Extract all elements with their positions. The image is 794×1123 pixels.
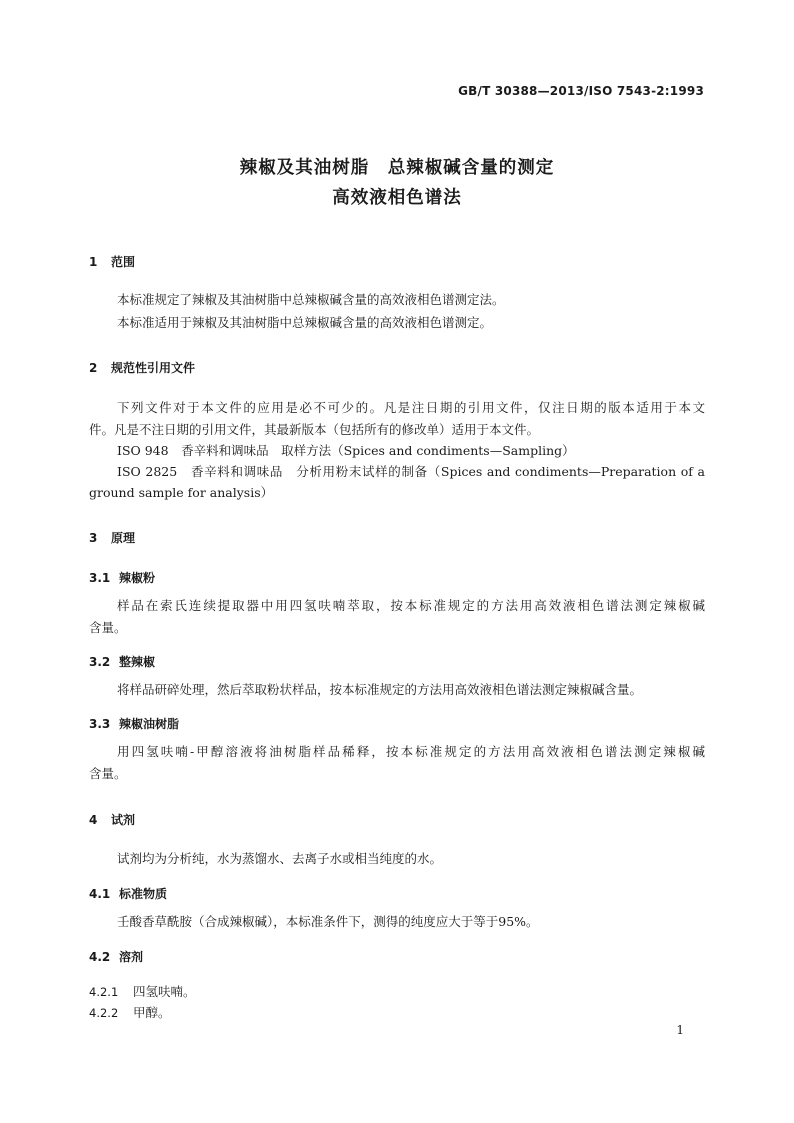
section-title: 溶剂 <box>119 950 144 964</box>
section-number: 4 <box>89 813 98 827</box>
clause-number: 4.2.1 <box>89 985 119 999</box>
reference-iso-2825-line2: ground sample for analysis） <box>89 485 274 500</box>
reference-iso-948: ISO 948 香辛料和调味品 取样方法（Spices and condiments—Sampling） <box>117 443 575 458</box>
section-number: 3.1 <box>89 571 111 585</box>
s2-paragraph-line2: 件。凡是不注日期的引用文件，其最新版本（包括所有的修改单）适用于本文件。 <box>89 422 540 437</box>
document-title-line2: 高效液相色谱法 <box>332 188 462 208</box>
section-title: 标准物质 <box>119 887 168 901</box>
clause-number: 4.2.2 <box>89 1006 119 1020</box>
s2-paragraph-line1: 下列文件对于本文件的应用是必不可少的。凡是注日期的引用文件，仅注日期的版本适用于本文 <box>117 400 705 415</box>
section-title: 原理 <box>111 531 136 545</box>
section-number: 3 <box>89 531 98 545</box>
section-4-1-heading <box>89 885 167 902</box>
section-number: 1 <box>89 255 98 269</box>
section-3-1-heading <box>89 569 155 586</box>
s1-paragraph-1: 本标准规定了辣椒及其油树脂中总辣椒碱含量的高效液相色谱测定法。 <box>117 292 505 307</box>
clause-text: 甲醇。 <box>133 1005 171 1020</box>
s3-1-paragraph-line2: 含量。 <box>89 620 127 635</box>
section-4-heading <box>89 811 135 828</box>
section-number: 3.2 <box>89 655 111 669</box>
section-number: 3.3 <box>89 717 111 731</box>
s3-1-paragraph-line1: 样品在索氏连续提取器中用四氢呋喃萃取，按本标准规定的方法用高效液相色谱法测定辣椒碱 <box>117 598 705 613</box>
section-number: 4.2 <box>89 950 111 964</box>
clause-text: 四氢呋喃。 <box>133 984 196 999</box>
standard-number: GB/T 30388—2013/ISO 7543-2:1993 <box>458 84 704 98</box>
document-title-line1: 辣椒及其油树脂 总辣椒碱含量的测定 <box>239 158 555 178</box>
s3-3-paragraph-line2: 含量。 <box>89 766 127 781</box>
section-title: 辣椒油树脂 <box>119 717 180 731</box>
page-number: 1 <box>676 1023 684 1037</box>
reference-iso-2825-line1: ISO 2825 香辛料和调味品 分析用粉末试样的制备（Spices and condiments—Preparation of a <box>117 464 705 479</box>
section-title: 辣椒粉 <box>119 571 156 585</box>
section-4-2-heading <box>89 948 143 965</box>
s4-paragraph: 试剂均为分析纯，水为蒸馏水、去离子水或相当纯度的水。 <box>117 851 443 866</box>
s4-1-paragraph: 壬酸香草酰胺（合成辣椒碱），本标准条件下，测得的纯度应大于等于95%。 <box>117 914 539 929</box>
section-2-heading <box>89 359 195 376</box>
s3-2-paragraph: 将样品研碎处理，然后萃取粉状样品，按本标准规定的方法用高效液相色谱法测定辣椒碱含量。 <box>117 682 643 697</box>
section-3-2-heading <box>89 653 155 670</box>
section-1-heading <box>89 253 135 270</box>
s1-paragraph-2: 本标准适用于辣椒及其油树脂中总辣椒碱含量的高效液相色谱测定。 <box>117 315 493 330</box>
clause-4-2-2 <box>89 1003 171 1021</box>
section-number: 4.1 <box>89 887 111 901</box>
section-title: 试剂 <box>111 813 136 827</box>
s3-3-paragraph-line1: 用四氢呋喃-甲醇溶液将油树脂样品稀释，按本标准规定的方法用高效液相色谱法测定辣椒碱 <box>117 744 705 759</box>
clause-4-2-1 <box>89 982 196 1000</box>
section-3-heading <box>89 529 135 546</box>
section-number: 2 <box>89 361 98 375</box>
section-title: 整辣椒 <box>119 655 156 669</box>
section-title: 规范性引用文件 <box>111 361 196 375</box>
section-title: 范围 <box>111 255 136 269</box>
section-3-3-heading <box>89 715 179 732</box>
